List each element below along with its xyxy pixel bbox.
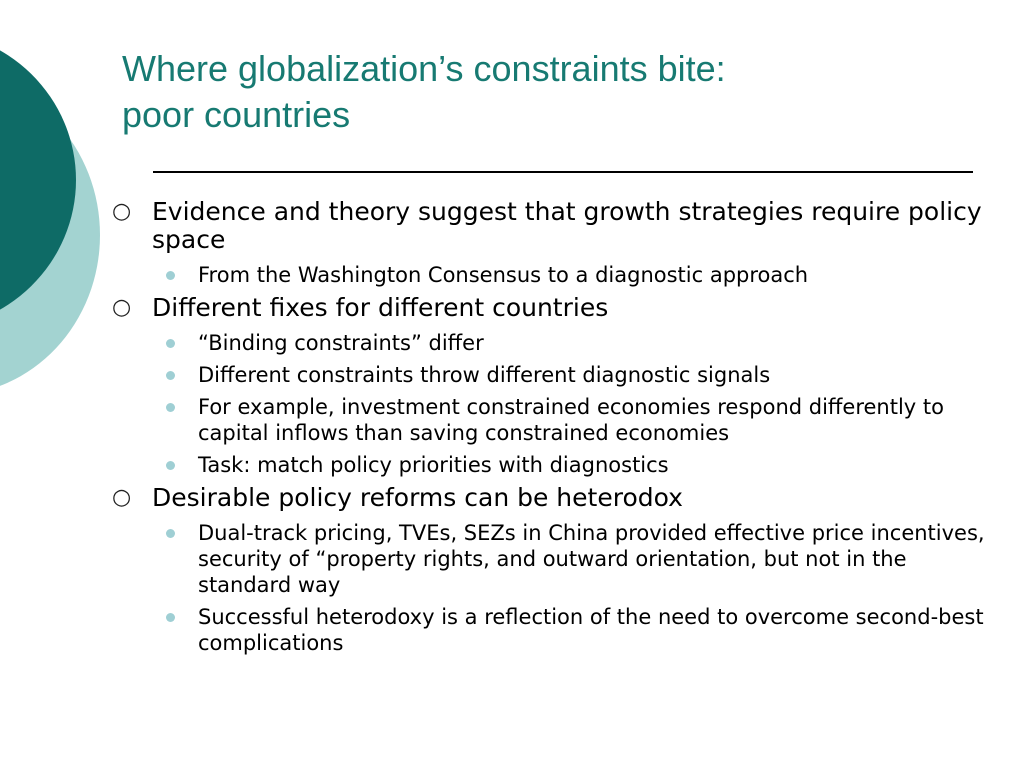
bullet-text: Different fixes for different countries xyxy=(152,293,609,322)
dot-bullet-icon xyxy=(166,339,175,348)
bullet-item xyxy=(110,198,990,254)
dot-bullet-icon xyxy=(166,403,175,412)
sub-bullet-item xyxy=(110,452,990,478)
sub-bullet-text: From the Washington Consensus to a diagnostic approach xyxy=(198,263,809,287)
title-divider xyxy=(153,171,973,173)
sub-bullet-item xyxy=(110,362,990,388)
hollow-circle-bullet-icon: ○ xyxy=(112,485,132,510)
dot-bullet-icon xyxy=(166,371,175,380)
sub-bullet-text: Different constraints throw different diagnostic signals xyxy=(198,363,771,387)
dot-bullet-icon xyxy=(166,529,175,538)
title-line-1: Where globalization’s constraints bite: xyxy=(122,48,726,89)
dot-bullet-icon xyxy=(166,461,175,470)
sub-bullet-item xyxy=(110,330,990,356)
bullet-list xyxy=(110,198,990,662)
slide-title xyxy=(122,46,982,138)
hollow-circle-bullet-icon: ○ xyxy=(112,295,132,320)
sub-bullet-text: “Binding constraints” differ xyxy=(198,331,484,355)
bullet-item xyxy=(110,294,990,322)
dot-bullet-icon xyxy=(166,613,175,622)
hollow-circle-bullet-icon: ○ xyxy=(112,199,132,224)
sub-bullet-item xyxy=(110,604,990,656)
sub-bullet-item xyxy=(110,394,990,446)
bullet-text: Evidence and theory suggest that growth strategies require policy space xyxy=(152,197,982,254)
sub-bullet-text: For example, investment constrained economies respond differently to capital inflows than saving constrained economies xyxy=(198,395,944,445)
bullet-text: Desirable policy reforms can be heterodox xyxy=(152,483,683,512)
sub-bullet-text: Successful heterodoxy is a reflection of the need to overcome second-best complications xyxy=(198,605,984,655)
sub-bullet-item xyxy=(110,520,990,598)
sub-bullet-item xyxy=(110,262,990,288)
dot-bullet-icon xyxy=(166,271,175,280)
sub-bullet-text: Dual-track pricing, TVEs, SEZs in China provided effective price incentives, security of “property rights, and outward orientation, but not in the standard way xyxy=(198,521,985,597)
title-line-2: poor countries xyxy=(122,94,351,135)
sub-bullet-text: Task: match policy priorities with diagnostics xyxy=(198,453,669,477)
bullet-item xyxy=(110,484,990,512)
